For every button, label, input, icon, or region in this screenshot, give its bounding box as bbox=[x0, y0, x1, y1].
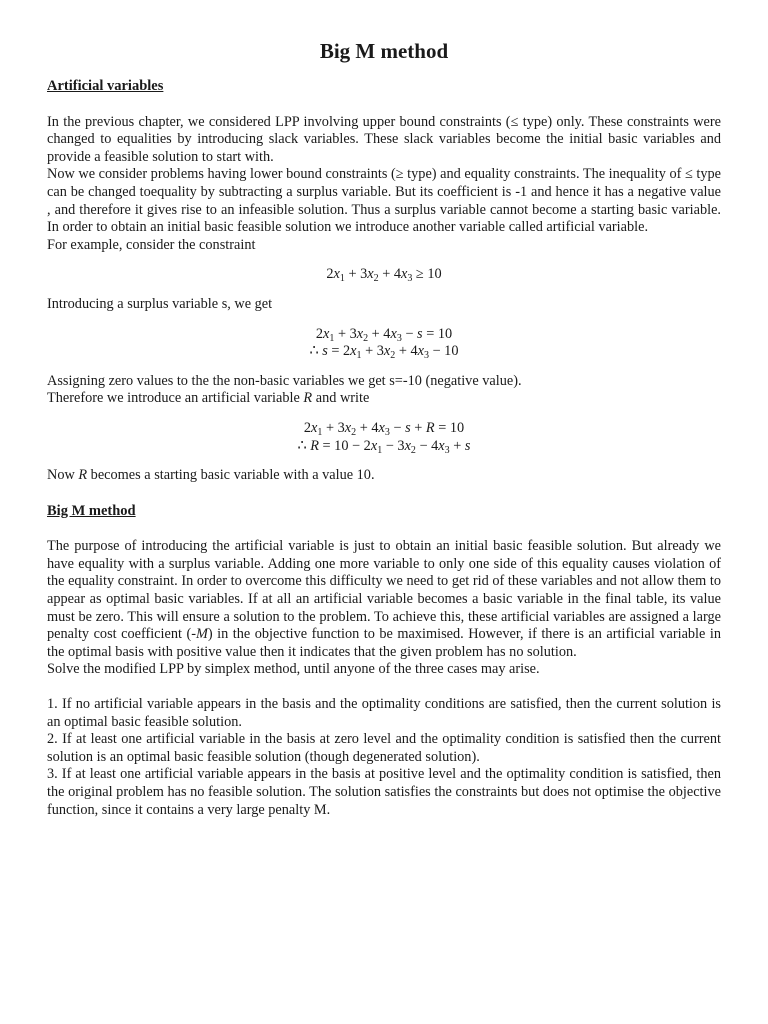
equation-artificial: $2x_1 + 3x_2 + 4x_3 - s + R = 10$ ∴ $R = 10 - 2x_1 - 3x_2 - 4x_3 + s$ bbox=[297, 419, 471, 456]
equation-constraint: $2x_1 + 3x_2 + 4x_3 \ge 10$ bbox=[326, 266, 442, 285]
section-heading-artificial-variables: Artificial variables bbox=[47, 78, 164, 94]
paragraph: Solve the modified LPP by simplex method, until anyone of the three cases may arise. bbox=[47, 661, 540, 678]
paragraph: Assigning zero values to the the non-basic variables we get s=-10 (negative value). bbox=[47, 372, 522, 389]
list-item: 1. If no artificial variable appears in the basis and the optimality conditions are satisfied, then the current solution is an optimal basic feasible solution. bbox=[47, 696, 721, 730]
paragraph: Now R becomes a starting basic variable with a value 10. bbox=[47, 467, 375, 484]
list-item: 2. If at least one artificial variable in the basis at zero level and the optimality condition is satisfied then the current solution is an optimal basic feasible solution (though degenerated solution). bbox=[47, 731, 721, 765]
paragraph: For example, consider the constraint bbox=[47, 236, 256, 253]
paragraph: Now we consider problems having lower bound constraints (≥ type) and equality constraints. The inequality of ≤ type can be changed toequality by subtracting a surplus variable. But its coefficient is -1 and hence it has a negative value , and therefore it gives rise to an infeasible solution. Thus a surplus variable cannot become a starting basic variable. In order to obtain an initial basic feasible solution we introduce another variable called artificial variable. bbox=[47, 166, 721, 236]
paragraph: In the previous chapter, we considered LPP involving upper bound constraints (≤ type) only. These constraints were changed to equalities by introducing slack variables. These slack variables become the initial basic variables and provide a feasible solution to start with. bbox=[47, 113, 721, 165]
section-heading-big-m-method: Big M method bbox=[47, 502, 136, 519]
paragraph: The purpose of introducing the artificial variable is just to obtain an initial basic feasible solution. But already we have equality with a surplus variable. Adding one more variable to only one side of this equality causes violation of the equality constraint. In order to overcome this difficulty we need to get rid of these variables and not allow them to appear as optimal basic variables. If at all an artificial variable becomes a basic variable in the final table, its value must be zero. This will ensure a solution to the problem. To achieve this, these artificial variables are assigned a large penalty cost coefficient (-M) in the objective function to be maximised. However, if there is an artificial variable in the optimal basis with positive value then it indicates that the given problem has no solution. bbox=[47, 538, 721, 660]
list-item: 3. If at least one artificial variable appears in the basis at positive level and the optimality condition is satisfied, then the original problem has no feasible solution. The solution satisfies the constraints but does not optimise the objective function, since it contains a very large penalty M. bbox=[47, 766, 721, 818]
paragraph: Therefore we introduce an artificial variable R and write bbox=[47, 390, 370, 407]
equation-surplus: $2x_1 + 3x_2 + 4x_3 - s = 10$ ∴ $s = 2x_1 + 3x_2 + 4x_3 - 10$ bbox=[309, 325, 459, 362]
paragraph: Introducing a surplus variable s, we get bbox=[47, 295, 273, 312]
page-title: Big M method bbox=[319, 39, 449, 63]
